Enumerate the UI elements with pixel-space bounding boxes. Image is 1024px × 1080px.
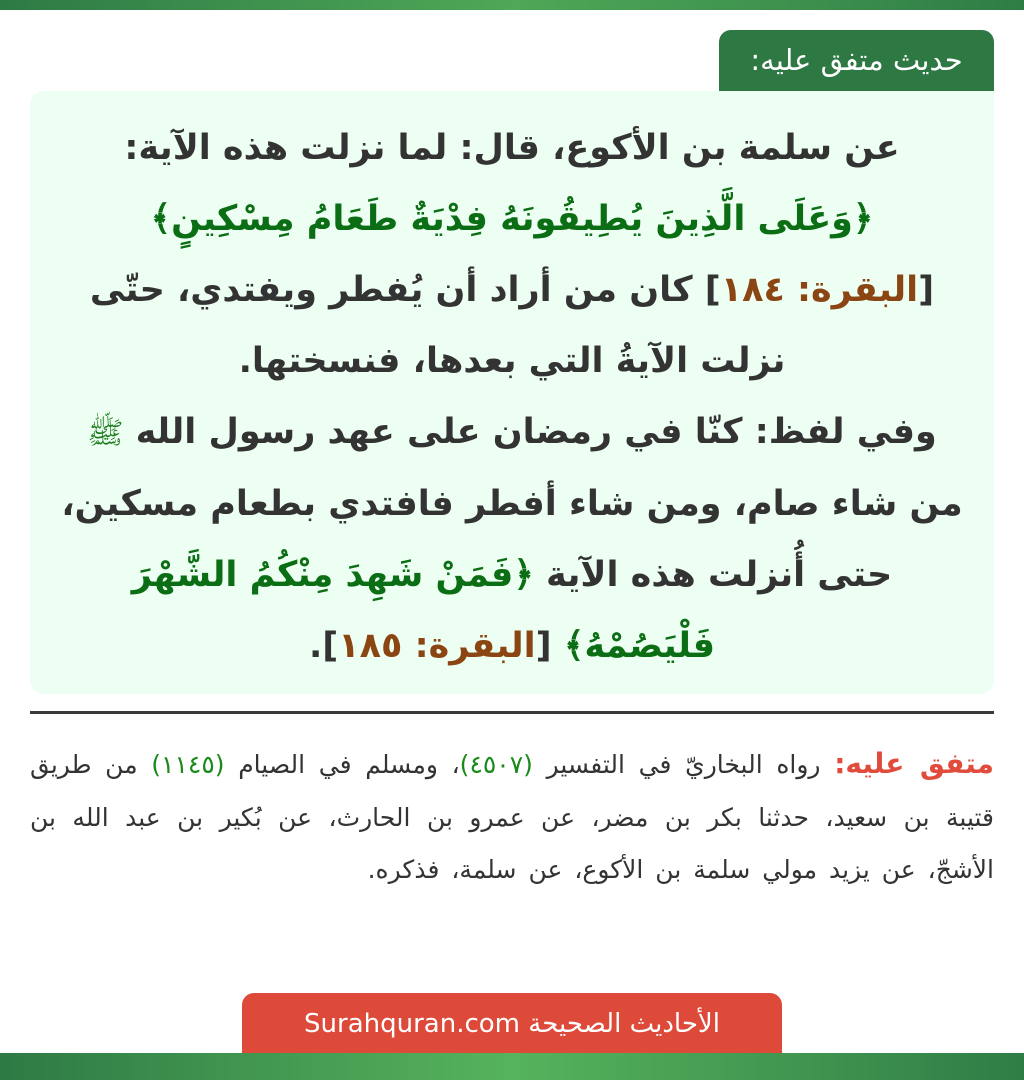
muslim-number: (١١٤٥) <box>151 750 225 779</box>
takhrij-label: متفق عليه: <box>834 747 994 780</box>
hadith-text-box <box>30 91 994 694</box>
hadith-intro: عن سلمة بن الأكوع، قال: لما نزلت هذه الآية: <box>124 128 900 168</box>
ref2-bracket-close: ]. <box>309 626 339 666</box>
takhrij-text-2: ، ومسلم في الصيام <box>224 750 460 779</box>
bottom-decorative-bar <box>0 1053 1024 1080</box>
hadith-body-1: كان من أراد أن يُفطر ويفتدي، حتّى نزلت الآيةُ التي بعدها، فنسختها. <box>89 270 786 381</box>
hadith-body-3: من شاء صام، ومن شاء أفطر فافتدي بطعام مسكين، حتى أُنزلت هذه الآية <box>61 484 963 595</box>
takhrij-text-3: من طريق قتيبة بن سعيد، حدثنا بكر بن مضر، عن عمرو بن الحارث، عن بُكير بن عبد الله بن الأشجّ، عن يزيد مولي سلمة بن الأكوع، عن سلمة، فذكره. <box>30 750 994 884</box>
section-divider <box>30 711 994 714</box>
source-badge: الأحاديث الصحيحة Surahquran.com <box>242 993 782 1053</box>
takhrij-section <box>30 738 994 897</box>
salla-icon: ﷺ <box>87 416 124 451</box>
hadith-type-label: حديث متفق عليه: <box>719 30 994 91</box>
takhrij-text-1: رواه البخاريّ في التفسير <box>532 750 835 779</box>
ref-bracket-close: ] <box>704 270 721 310</box>
surah-reference-1: البقرة: ١٨٤ <box>720 270 919 310</box>
quran-verse-2: ﴿فَمَنْ شَهِدَ مِنْكُمُ الشَّهْرَ فَلْيَصُمْهُ﴾ <box>131 555 715 666</box>
ref2-bracket-open: [ <box>535 626 564 666</box>
quran-verse-1: ﴿وَعَلَى الَّذِينَ يُطِيقُونَهُ فِدْيَةٌ طَعَامُ مِسْكِينٍ﴾ <box>150 199 874 239</box>
bukhari-number: (٤٥٠٧) <box>459 750 533 779</box>
hadith-body-2: وفي لفظ: كنّا في رمضان على عهد رسول الله <box>123 412 937 452</box>
top-decorative-bar <box>0 0 1024 10</box>
surah-reference-2: البقرة: ١٨٥ <box>338 626 536 666</box>
ref-bracket-open: [ <box>918 270 935 310</box>
